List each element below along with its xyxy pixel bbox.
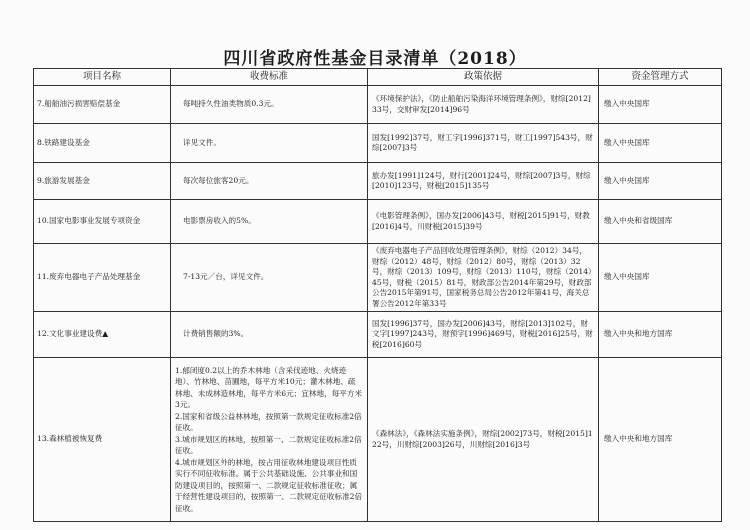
row-policy: 《森林法》，《森林法实施条例》，财综[2002]73号，财税[2015]122号，川财综[2003]26号，川财综[2016]3号 <box>368 358 599 522</box>
row-fee: 电影票房收入的5%。 <box>171 200 368 244</box>
row-mgmt: 缴入中央国库 <box>599 163 722 200</box>
row-fee: 每吨持久性油类物质0.3元。 <box>171 86 368 124</box>
header-policy: 政策依据 <box>368 69 599 86</box>
header-fee: 收费标准 <box>171 69 368 86</box>
table-row <box>34 244 722 312</box>
row-mgmt: 缴入中央国库 <box>599 86 722 124</box>
row-mgmt: 缴入中央国库 <box>599 244 722 312</box>
table-row <box>34 124 722 163</box>
table-row <box>34 163 722 200</box>
row-fee: 7-13元／台，详见文件。 <box>171 244 368 312</box>
row-fee: 详见文件。 <box>171 124 368 163</box>
fee-line: 4.城市规划区外的林地，按占用征收林地建设项目性质实行不同征收标准。属于公共基础设施、公共事业和国防建设项目的，按照第一、二款规定征收标准征收；属于经营性建设项目的，按照第一、二款规定征收标准2倍征收。 <box>175 457 363 513</box>
row-name: 12.文化事业建设费▲ <box>34 312 171 358</box>
row-name: 10.国家电影事业发展专项资金 <box>34 200 171 244</box>
table-row <box>34 312 722 358</box>
row-name: 13.森林植被恢复费 <box>34 358 171 522</box>
row-name: 9.旅游发展基金 <box>34 163 171 200</box>
row-policy: 国发[1996]37号，国办发[2006]43号，财综[2013]102号，财文字[1997]243号，财预字[1996]469号，财税[2016]25号，财税[2016]60号 <box>368 312 599 358</box>
row-name: 8.铁路建设基金 <box>34 124 171 163</box>
fee-line: 3.城市规划区的林地，按照第一、二款规定征收标准2倍征收。 <box>175 434 362 456</box>
row-fee: 计费销售额的3%。 <box>171 312 368 358</box>
row-name: 7.船舶油污损害赔偿基金 <box>34 86 171 124</box>
table-row <box>34 86 722 124</box>
header-name: 项目名称 <box>34 69 171 86</box>
header-mgmt: 资金管理方式 <box>599 69 722 86</box>
row-mgmt: 缴入中央国库 <box>599 124 722 163</box>
table-header-row <box>34 69 722 86</box>
row-mgmt: 缴入中央和地方国库 <box>599 358 722 522</box>
row-policy: 旅办发[1991]124号，财行[2001]24号，财综[2007]3号，财综[2010]123号，财税[2015]135号 <box>368 163 599 200</box>
row-policy: 《环境保护法》，《防止船舶污染海洋环境管理条例》，财综[2012]33号，交财审发[2014]96号 <box>368 86 599 124</box>
row-fee: 每次每位旅客20元。 <box>171 163 368 200</box>
fee-line: 2.国家和省级公益林林地，按照第一款规定征收标准2倍征收。 <box>175 411 362 433</box>
table-row <box>34 200 722 244</box>
table-row <box>34 358 722 522</box>
row-policy: 国发[1992]37号，财工字[1996]371号，财工[1997]543号，财综[2007]3号 <box>368 124 599 163</box>
row-fee <box>171 358 368 522</box>
fund-table <box>33 68 722 522</box>
fee-line: 1.郁闭度0.2以上的乔木林地（含采伐迹地、火烧迹地）、竹林地、苗圃地，每平方米10元；灌木林地、疏林地、未成林造林地，每平方米6元；宜林地，每平方米3元。 <box>175 365 363 410</box>
row-policy: 《废弃电器电子产品回收处理管理条例》，财综（2012）34号，财综（2012）48号，财综（2012）80号，财综（2013）32号，财综（2013）109号，财综（2013）110号，财综（2014）45号，财税（2015）81号，财政部公告2014年第29号，财政部公告2015年第91号，国家税务总局公告2012年第41号，海关总署公告2012年第33号 <box>368 244 599 312</box>
row-policy: 《电影管理条例》，国办发[2006]43号，财税[2015]91号，财教[2016]4号，川财税[2015]39号 <box>368 200 599 244</box>
page-title: 四川省政府性基金目录清单（2018） <box>223 49 527 69</box>
row-name: 11.废弃电器电子产品处理基金 <box>34 244 171 312</box>
row-mgmt: 缴入中央和省级国库 <box>599 200 722 244</box>
row-mgmt: 缴入中央和地方国库 <box>599 312 722 358</box>
